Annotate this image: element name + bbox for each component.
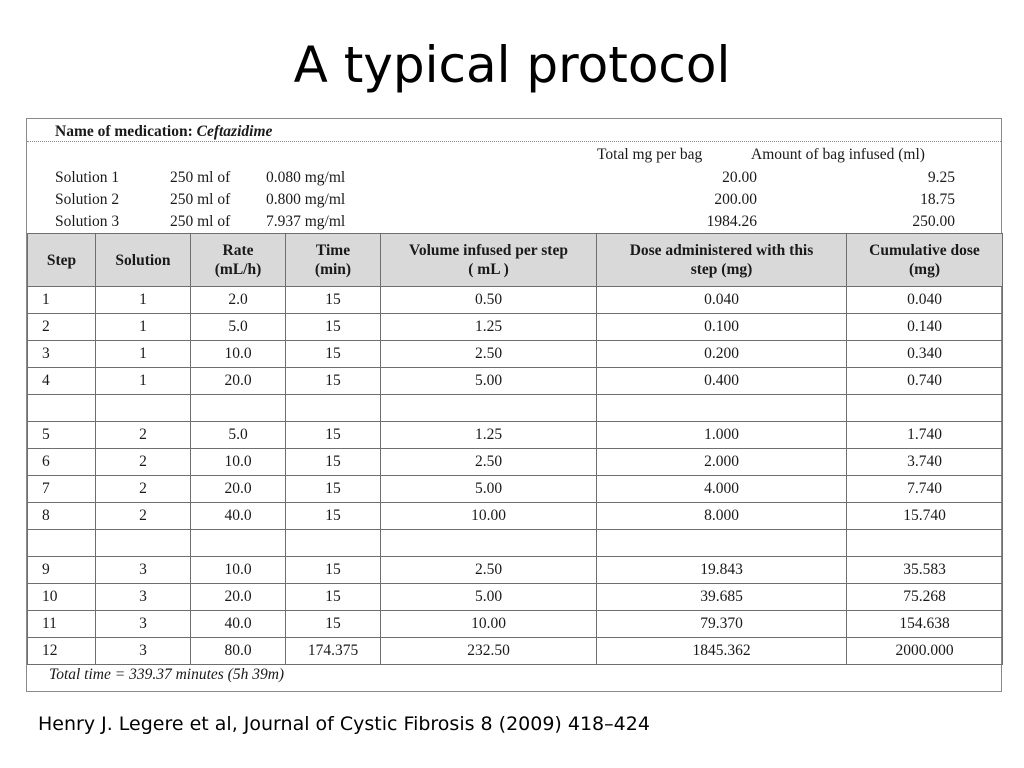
header-solution: Solution xyxy=(96,234,191,287)
cell-volume: 10.00 xyxy=(381,503,597,530)
cell-step: 12 xyxy=(28,638,96,665)
cell-rate: 10.0 xyxy=(191,449,286,476)
cell-volume: 1.25 xyxy=(381,422,597,449)
cell-dose: 19.843 xyxy=(597,557,847,584)
cell-rate: 40.0 xyxy=(191,503,286,530)
cell-volume: 2.50 xyxy=(381,449,597,476)
cell-dose: 0.400 xyxy=(597,368,847,395)
solution-total-mg: 200.00 xyxy=(714,191,757,208)
cell-rate: 20.0 xyxy=(191,584,286,611)
table-row xyxy=(28,422,1003,449)
table-row xyxy=(28,314,1003,341)
header-time: Time (min) xyxy=(286,234,381,287)
total-mg-header: Total mg per bag xyxy=(597,146,703,163)
spacer-row xyxy=(28,530,1003,557)
header-step: Step xyxy=(28,234,96,287)
cell-step: 2 xyxy=(28,314,96,341)
cell-dose: 39.685 xyxy=(597,584,847,611)
cell-volume: 2.50 xyxy=(381,557,597,584)
medication-label: Name of medication: xyxy=(55,123,193,140)
header-cumulative: Cumulative dose (mg) xyxy=(847,234,1003,287)
cell-solution: 3 xyxy=(96,584,191,611)
solution-total-mg: 1984.26 xyxy=(706,213,757,230)
cell-step: 3 xyxy=(28,341,96,368)
cell-cumulative: 75.268 xyxy=(847,584,1003,611)
solution-concentration: 7.937 mg/ml xyxy=(266,213,346,230)
cell-solution: 1 xyxy=(96,368,191,395)
cell-cumulative: 3.740 xyxy=(847,449,1003,476)
cell-volume: 1.25 xyxy=(381,314,597,341)
cell-solution: 2 xyxy=(96,422,191,449)
amount-infused-header: Amount of bag infused (ml) xyxy=(751,146,925,163)
solution-amount-infused: 18.75 xyxy=(920,191,955,208)
cell-cumulative: 35.583 xyxy=(847,557,1003,584)
cell-dose: 79.370 xyxy=(597,611,847,638)
cell-rate: 80.0 xyxy=(191,638,286,665)
cell-time: 15 xyxy=(286,422,381,449)
table-row xyxy=(28,503,1003,530)
cell-volume: 5.00 xyxy=(381,584,597,611)
total-time-note: Total time = 339.37 minutes (5h 39m) xyxy=(49,666,285,683)
cell-step: 7 xyxy=(28,476,96,503)
medication-line xyxy=(55,123,272,141)
citation: Henry J. Legere et al, Journal of Cystic Fibrosis 8 (2009) 418–424 xyxy=(38,713,650,735)
table-row xyxy=(28,341,1003,368)
cell-dose: 0.200 xyxy=(597,341,847,368)
cell-dose: 0.040 xyxy=(597,287,847,314)
cell-cumulative: 0.740 xyxy=(847,368,1003,395)
cell-solution: 1 xyxy=(96,341,191,368)
header-dose: Dose administered with this step (mg) xyxy=(597,234,847,287)
solution-volume: 250 ml of xyxy=(170,191,231,208)
table-row xyxy=(28,557,1003,584)
cell-solution: 2 xyxy=(96,476,191,503)
table-row xyxy=(28,611,1003,638)
cell-step: 6 xyxy=(28,449,96,476)
cell-rate: 2.0 xyxy=(191,287,286,314)
cell-rate: 10.0 xyxy=(191,341,286,368)
cell-step: 11 xyxy=(28,611,96,638)
solution-name: Solution 2 xyxy=(55,191,120,208)
cell-dose: 0.100 xyxy=(597,314,847,341)
cell-time: 15 xyxy=(286,476,381,503)
protocol-figure xyxy=(26,118,1002,692)
solution-total-mg: 20.00 xyxy=(722,169,757,186)
cell-step: 10 xyxy=(28,584,96,611)
cell-solution: 3 xyxy=(96,557,191,584)
cell-dose: 8.000 xyxy=(597,503,847,530)
cell-volume: 2.50 xyxy=(381,341,597,368)
solution-name: Solution 1 xyxy=(55,169,120,186)
cell-cumulative: 1.740 xyxy=(847,422,1003,449)
cell-rate: 5.0 xyxy=(191,422,286,449)
table-header-row xyxy=(28,234,1003,287)
cell-cumulative: 0.140 xyxy=(847,314,1003,341)
cell-cumulative: 154.638 xyxy=(847,611,1003,638)
cell-volume: 10.00 xyxy=(381,611,597,638)
cell-step: 9 xyxy=(28,557,96,584)
cell-volume: 5.00 xyxy=(381,476,597,503)
table-row xyxy=(28,449,1003,476)
dosing-steps-table xyxy=(27,233,1003,665)
cell-rate: 20.0 xyxy=(191,476,286,503)
solution-concentration: 0.800 mg/ml xyxy=(266,191,346,208)
table-row xyxy=(28,368,1003,395)
cell-time: 15 xyxy=(286,314,381,341)
cell-solution: 1 xyxy=(96,314,191,341)
solution-amount-infused: 250.00 xyxy=(912,213,955,230)
cell-time: 15 xyxy=(286,341,381,368)
dotted-divider xyxy=(27,141,1001,142)
solution-amount-infused: 9.25 xyxy=(927,169,955,186)
cell-step: 4 xyxy=(28,368,96,395)
cell-step: 8 xyxy=(28,503,96,530)
cell-volume: 5.00 xyxy=(381,368,597,395)
cell-solution: 3 xyxy=(96,638,191,665)
table-row xyxy=(28,287,1003,314)
cell-volume: 0.50 xyxy=(381,287,597,314)
solution-volume: 250 ml of xyxy=(170,213,231,230)
cell-solution: 1 xyxy=(96,287,191,314)
cell-dose: 2.000 xyxy=(597,449,847,476)
cell-time: 174.375 xyxy=(286,638,381,665)
cell-solution: 3 xyxy=(96,611,191,638)
header-rate: Rate (mL/h) xyxy=(191,234,286,287)
cell-cumulative: 0.040 xyxy=(847,287,1003,314)
cell-step: 1 xyxy=(28,287,96,314)
cell-cumulative: 0.340 xyxy=(847,341,1003,368)
cell-time: 15 xyxy=(286,611,381,638)
solution-volume: 250 ml of xyxy=(170,169,231,186)
solution-concentration: 0.080 mg/ml xyxy=(266,169,346,186)
cell-rate: 40.0 xyxy=(191,611,286,638)
header-volume: Volume infused per step ( mL ) xyxy=(381,234,597,287)
cell-time: 15 xyxy=(286,503,381,530)
cell-time: 15 xyxy=(286,368,381,395)
cell-step: 5 xyxy=(28,422,96,449)
medication-name: Ceftazidime xyxy=(196,123,273,140)
cell-cumulative: 2000.000 xyxy=(847,638,1003,665)
cell-volume: 232.50 xyxy=(381,638,597,665)
cell-time: 15 xyxy=(286,449,381,476)
spacer-row xyxy=(28,395,1003,422)
cell-dose: 1845.362 xyxy=(597,638,847,665)
table-row xyxy=(28,584,1003,611)
cell-rate: 10.0 xyxy=(191,557,286,584)
table-row xyxy=(28,638,1003,665)
cell-cumulative: 15.740 xyxy=(847,503,1003,530)
table-row xyxy=(28,476,1003,503)
cell-cumulative: 7.740 xyxy=(847,476,1003,503)
cell-dose: 1.000 xyxy=(597,422,847,449)
cell-dose: 4.000 xyxy=(597,476,847,503)
cell-rate: 5.0 xyxy=(191,314,286,341)
cell-solution: 2 xyxy=(96,503,191,530)
solution-name: Solution 3 xyxy=(55,213,120,230)
cell-time: 15 xyxy=(286,584,381,611)
cell-time: 15 xyxy=(286,287,381,314)
cell-time: 15 xyxy=(286,557,381,584)
cell-rate: 20.0 xyxy=(191,368,286,395)
slide-title: A typical protocol xyxy=(293,36,731,94)
cell-solution: 2 xyxy=(96,449,191,476)
